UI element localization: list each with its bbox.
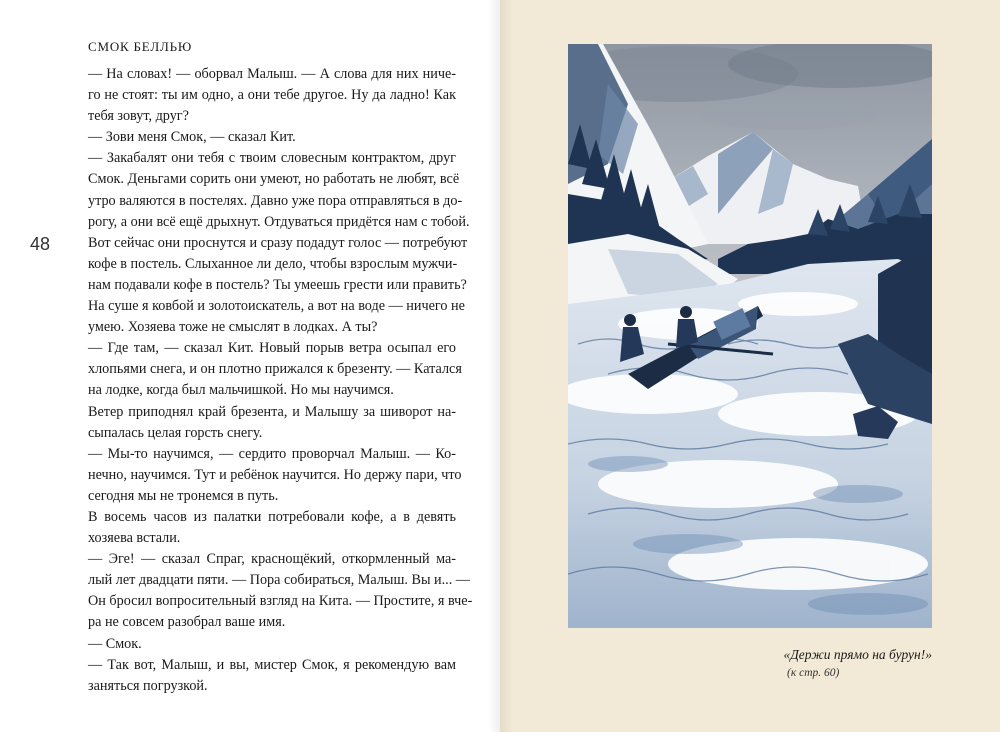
text-line: — Закабалят они тебя с твоим словесным контрактом, друг xyxy=(88,150,456,167)
text-line: хлопьями снега, и он плотно прижался к брезенту. — Катался xyxy=(88,361,462,378)
text-line: лый лет двадцати пяти. — Пора собираться, Малыш. Вы и... — xyxy=(88,572,470,589)
text-line: го не стоят: ты им одно, а они тебе другое. Ну да ладно! Как xyxy=(88,87,456,104)
illustration-caption: «Держи прямо на бурун!» xyxy=(783,647,932,662)
text-line: Смок. Деньгами сорить они умеют, но работать не любят, всё xyxy=(88,171,460,188)
text-line: — Зови меня Смок, — сказал Кит. xyxy=(88,129,296,146)
text-line: хозяева встали. xyxy=(88,530,181,547)
text-line: рогу, а они всё ещё дрыхнут. Отдуваться придётся нам с тобой. xyxy=(88,213,470,230)
text-line: Вот сейчас они проснутся и сразу подадут голос — потребуют xyxy=(88,234,468,251)
running-head: СМОК БЕЛЛЬЮ xyxy=(88,39,193,54)
text-line: На суше я ковбой и золотоискатель, а вот на воде — ничего не xyxy=(88,298,465,315)
text-line: на лодке, когда был мальчишкой. Но мы научимся. xyxy=(88,382,394,399)
text-line: тебя зовут, друг? xyxy=(88,108,189,125)
gutter xyxy=(488,0,512,732)
text-line: сегодня мы не тронемся в путь. xyxy=(88,487,279,504)
text-line: — На словах! — оборвал Малыш. — А слова для них ниче- xyxy=(88,66,456,82)
text-line: — Эге! — сказал Спраг, краснощёкий, откормленный ма- xyxy=(88,551,456,568)
page-number: 48 xyxy=(30,234,51,254)
text-line: В восемь часов из палатки потребовали кофе, а в девять xyxy=(88,508,456,525)
text-line: — Так вот, Малыш, и вы, мистер Смок, я рекомендую вам xyxy=(88,656,456,673)
text-line: умею. Хозяева тоже не смыслят в лодках. А ты? xyxy=(88,319,378,336)
text-line: нечно, научимся. Тут и ребёнок научится. Но держу пари, что xyxy=(88,466,462,483)
text-line: сыпалась целая горсть снегу. xyxy=(88,424,263,441)
text-line: — Мы-то научимся, — сердито проворчал Малыш. — Ко- xyxy=(88,445,456,462)
illustration-river-rapids xyxy=(568,44,932,628)
text-line: нам подавали кофе в постель? Ты умеешь грести или править? xyxy=(88,276,467,293)
caption-page-reference: (к стр. 60) xyxy=(787,667,840,679)
text-line: ра не совсем разобрал ваше имя. xyxy=(88,614,286,631)
text-line: Ветер приподнял край брезента, и Малышу за шиворот на- xyxy=(88,403,456,420)
text-line: — Смок. xyxy=(88,635,142,652)
body-text xyxy=(88,64,473,697)
text-line: кофе в постель. Слыханное ли дело, чтобы взрослым мужчи- xyxy=(88,255,458,272)
text-line: утро валяются в постелях. Давно уже пора отправляться в до- xyxy=(88,192,463,209)
text-line: — Где там, — сказал Кит. Новый порыв ветра осыпал его xyxy=(88,340,456,357)
text-line: заняться погрузкой. xyxy=(88,677,208,694)
text-line: Он бросил вопросительный взгляд на Кита. — Простите, я вче- xyxy=(88,593,473,610)
